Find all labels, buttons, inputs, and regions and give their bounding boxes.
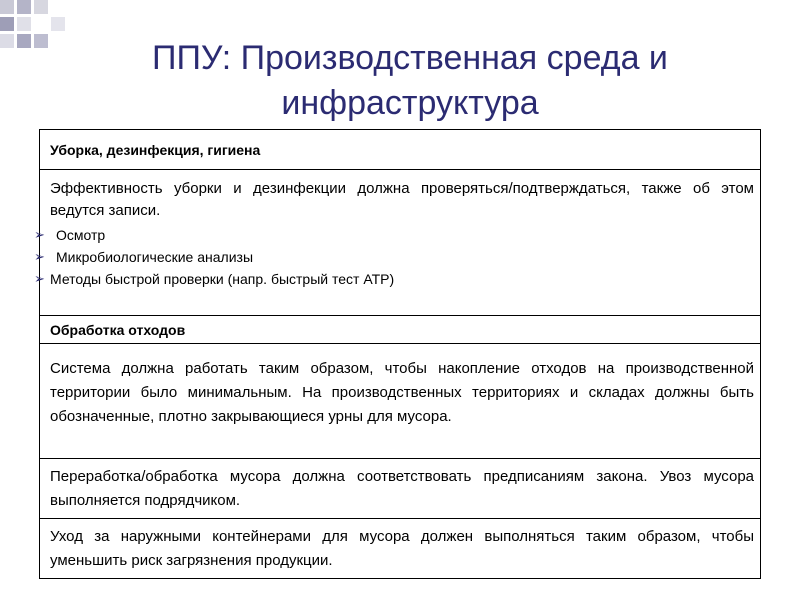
section-header-label: Обработка отходов [50, 321, 186, 338]
list-item: ➢ Микробиологические анализы [50, 246, 754, 268]
section-header-waste [40, 316, 760, 344]
waste-paragraph-1: Система должна работать таким образом, чтобы накопление отходов на производственной территории было минимальным. На производственных территориях и складах должны быть обозначенные, плотно закрывающиеся урны для мусора. [40, 344, 760, 459]
list-item: ➢ Методы быстрой проверки (напр. быстрый тест АТР) [50, 268, 754, 290]
cleaning-list [34, 224, 754, 290]
section-header-cleaning [40, 130, 760, 170]
arrow-bullet-icon: ➢ [34, 227, 45, 242]
list-item: ➢ Осмотр [50, 224, 754, 246]
content-table [34, 129, 761, 579]
section-body-cleaning [34, 170, 760, 316]
waste-paragraph-3: Уход за наружными контейнерами для мусора должен выполняться таким образом, чтобы уменьшить риск загрязнения продукции. [40, 519, 760, 579]
arrow-bullet-icon: ➢ [34, 249, 45, 264]
waste-paragraph-2: Переработка/обработка мусора должна соответствовать предписаниям закона. Увоз мусора выполняется подрядчиком. [40, 459, 760, 519]
cleaning-paragraph: Эффективность уборки и дезинфекции должна проверяться/подтверждаться, также об этом ведутся записи. [50, 180, 754, 219]
section-header-label: Уборка, дезинфекция, гигиена [50, 141, 261, 158]
page-title: ППУ: Производственная среда и инфраструктура [152, 39, 668, 122]
arrow-bullet-icon: ➢ [34, 271, 45, 286]
